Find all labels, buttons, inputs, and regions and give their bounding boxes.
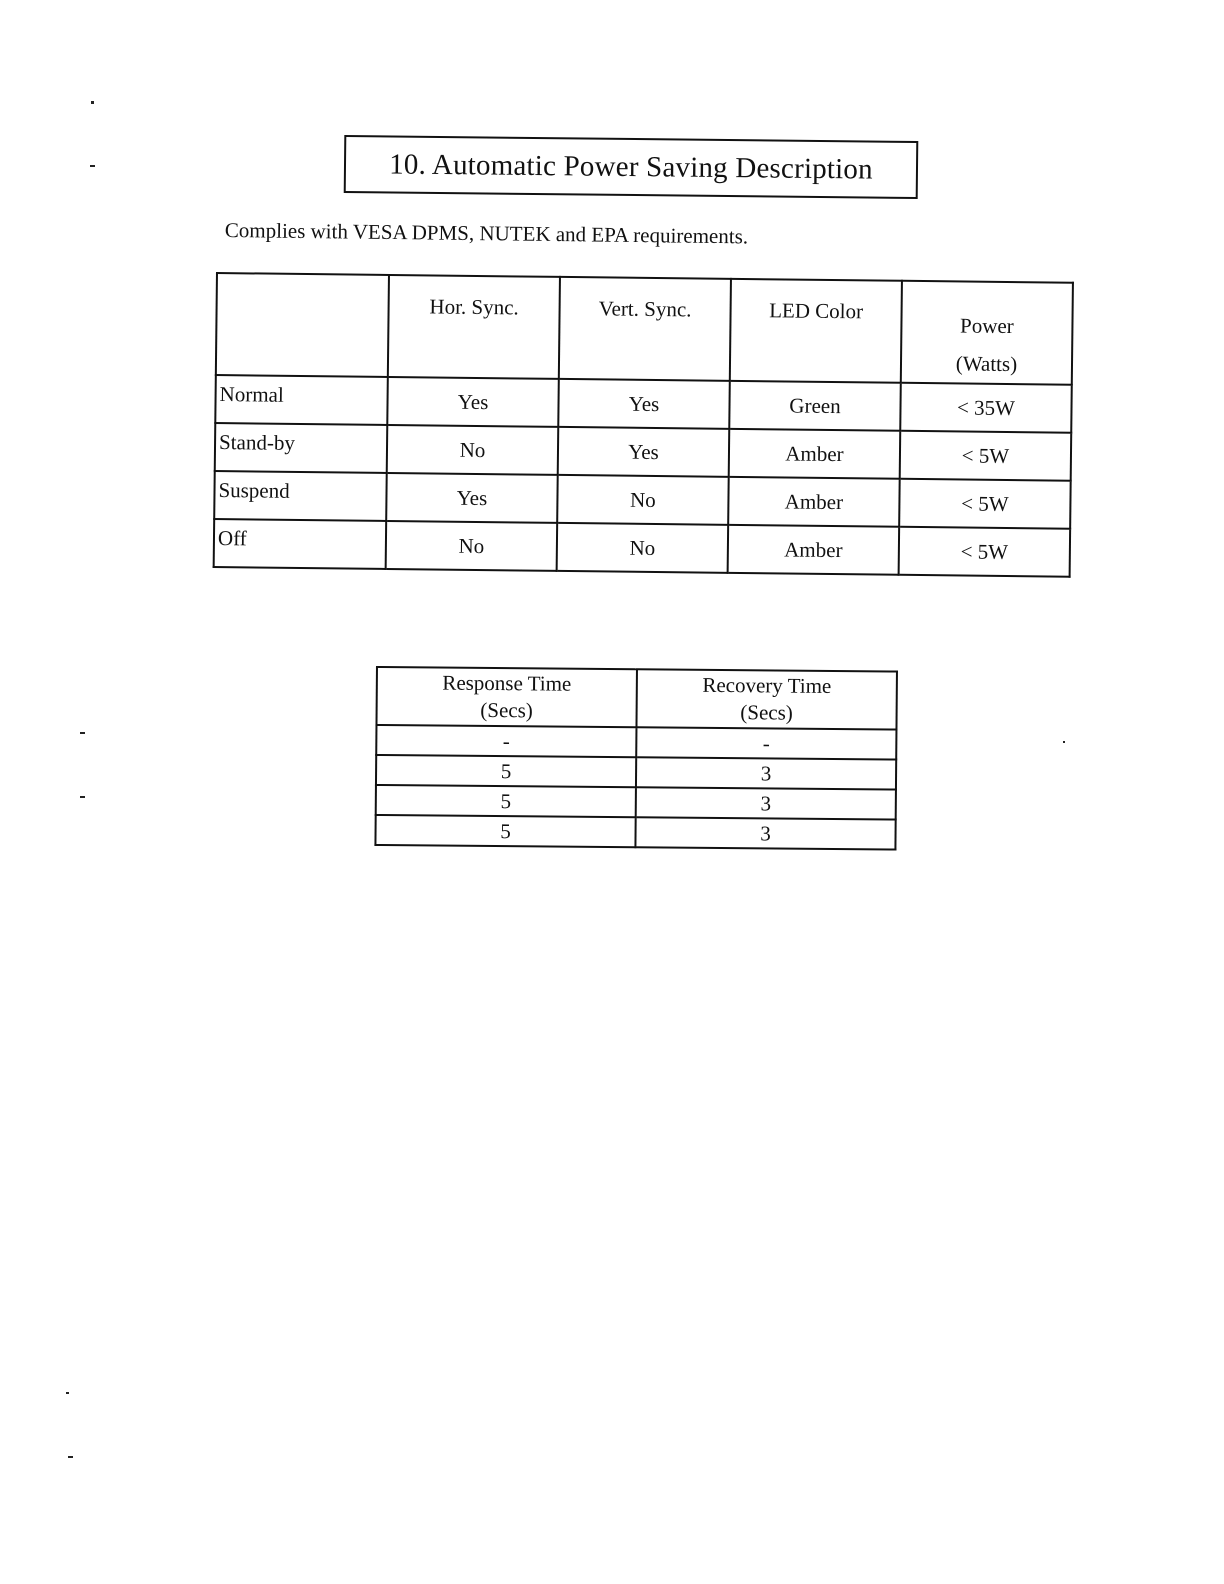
table-row xyxy=(376,785,896,820)
power-cell: < 35W xyxy=(900,383,1072,433)
header-power-line1: Power xyxy=(959,313,1014,339)
section-title: 10. Automatic Power Saving Description xyxy=(389,147,873,186)
recovery-time-cell: 3 xyxy=(635,817,895,849)
vert-sync-cell: Yes xyxy=(558,427,730,477)
table-header-row xyxy=(216,273,1073,385)
scan-speck xyxy=(1063,741,1065,743)
recovery-time-cell: 3 xyxy=(636,787,896,819)
header-empty xyxy=(216,273,389,377)
led-color-cell: Amber xyxy=(728,477,900,527)
header-power xyxy=(901,281,1073,385)
vert-sync-cell: No xyxy=(557,475,729,525)
header-vert-sync: Vert. Sync. xyxy=(559,277,731,381)
response-time-cell: 5 xyxy=(376,755,636,787)
table-header-row xyxy=(376,667,896,730)
power-cell: < 5W xyxy=(900,431,1072,481)
led-color-cell: Amber xyxy=(729,429,901,479)
vert-sync-cell: No xyxy=(557,523,729,573)
response-time-cell: 5 xyxy=(376,785,636,817)
led-color-cell: Green xyxy=(729,381,901,431)
hor-sync-cell: No xyxy=(387,425,559,475)
scan-speck xyxy=(68,1456,73,1458)
mode-label: Off xyxy=(214,519,387,569)
power-mode-table xyxy=(213,272,1074,578)
table-row xyxy=(376,755,896,790)
scan-speck xyxy=(91,101,94,104)
header-power-line2: (Watts) xyxy=(955,351,1018,377)
compliance-note: Complies with VESA DPMS, NUTEK and EPA requirements. xyxy=(224,218,749,249)
mode-label: Suspend xyxy=(214,471,387,521)
scan-speck xyxy=(80,796,85,798)
mode-label: Stand-by xyxy=(215,423,388,473)
header-response-line1: Response Time xyxy=(442,670,572,696)
timing-table xyxy=(374,666,898,851)
header-response-line2: (Secs) xyxy=(480,697,533,723)
scan-speck xyxy=(80,732,85,734)
power-mode-table-wrapper xyxy=(213,272,1074,578)
scan-speck xyxy=(66,1392,69,1394)
header-recovery-line2: (Secs) xyxy=(740,700,793,725)
power-cell: < 5W xyxy=(899,527,1071,577)
header-hor-sync: Hor. Sync. xyxy=(388,275,560,379)
scan-speck xyxy=(90,165,95,167)
recovery-time-cell: 3 xyxy=(636,757,896,789)
hor-sync-cell: Yes xyxy=(386,473,558,523)
led-color-cell: Amber xyxy=(728,525,900,575)
header-recovery-time xyxy=(636,669,896,729)
recovery-time-cell: - xyxy=(636,727,896,759)
table-row xyxy=(214,519,1070,577)
section-title-box xyxy=(344,135,919,199)
table-row xyxy=(376,725,896,760)
header-led-color: LED Color xyxy=(730,279,902,383)
header-recovery-line1: Recovery Time xyxy=(702,672,832,698)
vert-sync-cell: Yes xyxy=(558,379,730,429)
power-cell: < 5W xyxy=(899,479,1071,529)
response-time-cell: 5 xyxy=(375,815,635,847)
response-time-cell: - xyxy=(376,725,636,757)
hor-sync-cell: Yes xyxy=(387,377,559,427)
header-response-time xyxy=(376,667,636,727)
table-row xyxy=(375,815,895,850)
timing-table-wrapper xyxy=(374,666,898,851)
mode-label: Normal xyxy=(215,375,388,425)
hor-sync-cell: No xyxy=(386,521,558,571)
